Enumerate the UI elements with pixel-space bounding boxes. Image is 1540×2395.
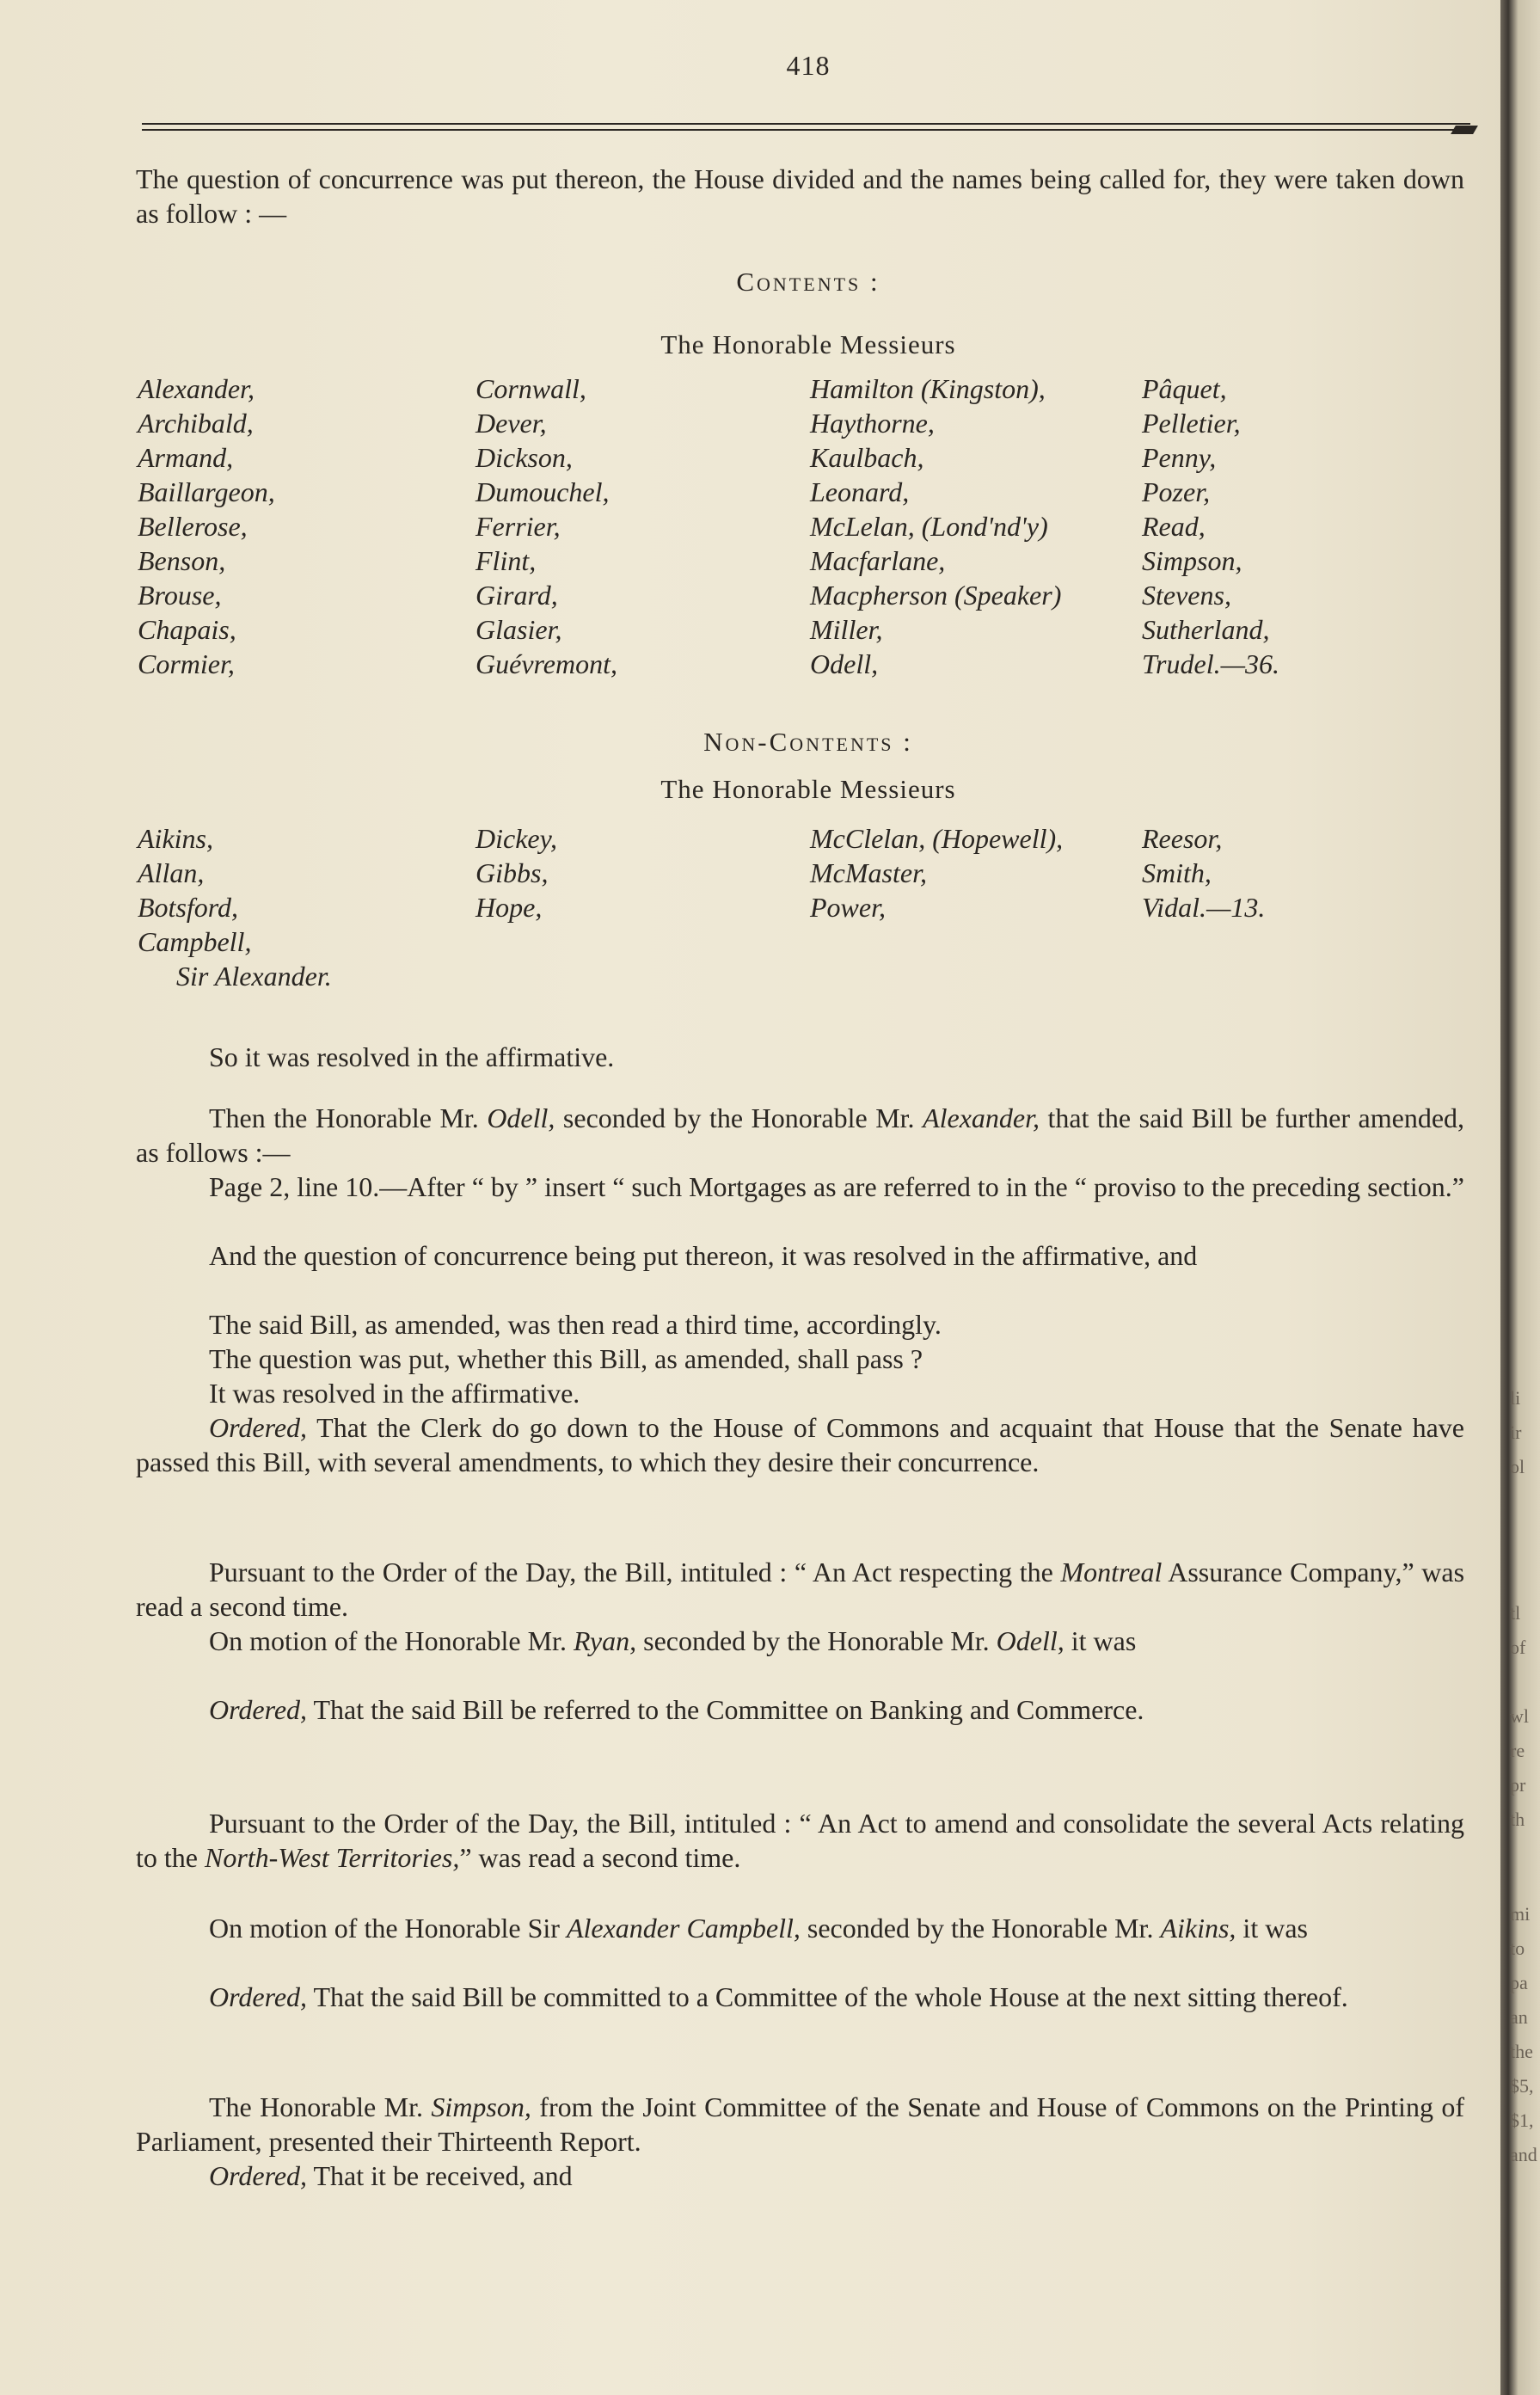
- facing-fragment: $5,: [1510, 2075, 1534, 2097]
- montreal-p1-montreal: Montreal: [1060, 1557, 1163, 1587]
- amend-paragraph-4: The said Bill, as amended, was then read a third time, accordingly.: [209, 1309, 942, 1340]
- printing-p1-simpson: Simpson,: [431, 2091, 531, 2122]
- contents-col3-name-9: Odell,: [810, 648, 879, 679]
- contents-col3-name-6: Macfarlane,: [810, 545, 946, 576]
- contents-col1-name-8: Chapais,: [138, 614, 236, 645]
- northwest-p2-a: On motion of the Honorable Sir: [209, 1913, 560, 1944]
- contents-col4-name-4: Pozer,: [1142, 476, 1211, 507]
- amend-p1-a: Then the Honorable Mr.: [209, 1102, 479, 1133]
- northwest-p1-territories: North-West Territories,: [204, 1842, 460, 1873]
- facing-fragment: wl: [1510, 1705, 1529, 1727]
- amend-p1-e: that the said Bill be further amended, as follows :—: [136, 1102, 1465, 1168]
- northwest-p1-c: ” was read a second time.: [459, 1842, 741, 1873]
- facing-fragment: ir: [1510, 1422, 1522, 1443]
- facing-fragment: of: [1510, 1637, 1526, 1658]
- non-contents-col4-name-1: Reesor,: [1142, 823, 1223, 854]
- northwest-paragraph-3: [136, 1980, 1464, 2014]
- facing-fragment: tl: [1510, 1602, 1521, 1624]
- northwest-p2-c: seconded by the Honorable Mr.: [807, 1913, 1154, 1944]
- montreal-paragraph-3: [136, 1692, 1464, 1727]
- contents-col4-name-6: Simpson,: [1142, 545, 1242, 576]
- facing-fragment: re: [1510, 1740, 1525, 1761]
- amend-p7-ordered: Ordered,: [209, 1412, 308, 1443]
- montreal-p1-a: Pursuant to the Order of the Day, the Bill, intituled : “ An Act respecting the: [209, 1557, 1053, 1587]
- printing-paragraph-2: [136, 2159, 1464, 2193]
- montreal-paragraph-2: [136, 1624, 1464, 1658]
- amend-paragraph-5: The question was put, whether this Bill, as amended, shall pass ?: [209, 1343, 923, 1374]
- non-contents-col1-name-5: Sir Alexander.: [176, 961, 332, 992]
- contents-col2-name-9: Guévremont,: [475, 648, 617, 679]
- non-contents-col4-name-2: Smith,: [1142, 857, 1212, 888]
- amend-paragraph-1: [136, 1101, 1464, 1170]
- contents-col3-name-7: Macpherson (Speaker): [810, 580, 1062, 611]
- northwest-paragraph-1: [136, 1806, 1464, 1875]
- amend-paragraph-3: And the question of concurrence being put thereon, it was resolved in the affirmative, and: [209, 1240, 1198, 1271]
- northwest-p2-e: it was: [1242, 1913, 1308, 1944]
- facing-fragment: ol: [1510, 1456, 1525, 1477]
- contents-col1-name-5: Bellerose,: [138, 511, 248, 542]
- printing-p1-c: from the Joint Committee of the Senate and House of Commons on the Printing of Parliament, presented their Thirteenth Report.: [136, 2091, 1465, 2157]
- non-contents-col3-name-1: McClelan, (Hopewell),: [810, 823, 1064, 854]
- contents-subheading: The Honorable Messieurs: [660, 329, 956, 359]
- facing-fragment: an: [1510, 2006, 1528, 2028]
- contents-col2-name-3: Dickson,: [475, 442, 573, 473]
- contents-col2-name-4: Dumouchel,: [475, 476, 610, 507]
- printing-paragraph-1: [136, 2090, 1464, 2159]
- amend-paragraph-7: [136, 1410, 1464, 1479]
- contents-col3-name-5: McLelan, (Lond'nd'y): [810, 511, 1048, 542]
- contents-col2-name-2: Dever,: [475, 408, 547, 439]
- contents-col4-name-5: Read,: [1142, 511, 1206, 542]
- contents-col3-name-4: Leonard,: [810, 476, 910, 507]
- montreal-p2-odell: Odell,: [996, 1625, 1065, 1656]
- contents-col1-name-7: Brouse,: [138, 580, 222, 611]
- facing-fragment: th: [1510, 1809, 1525, 1830]
- facing-fragment: $1,: [1510, 2109, 1534, 2131]
- contents-col4-name-2: Pelletier,: [1142, 408, 1241, 439]
- amend-p1-c: seconded by the Honorable Mr.: [562, 1102, 915, 1133]
- non-contents-subheading: The Honorable Messieurs: [660, 774, 956, 804]
- contents-col1-name-2: Archibald,: [138, 408, 254, 439]
- facing-fragment: the: [1510, 2041, 1533, 2062]
- montreal-p1-c: Assurance Company,” was read a second time.: [136, 1557, 1465, 1622]
- printing-p2-ordered: Ordered,: [209, 2160, 308, 2191]
- printing-p1-a: The Honorable Mr.: [209, 2091, 423, 2122]
- montreal-p2-a: On motion of the Honorable Mr.: [209, 1625, 567, 1656]
- facing-fragment: and: [1510, 2144, 1537, 2165]
- contents-col3-name-2: Haythorne,: [810, 408, 935, 439]
- northwest-p1-a: Pursuant to the Order of the Day, the Bill, intituled : “ An Act to amend and consolidate the several Acts relating to the: [136, 1808, 1464, 1873]
- contents-col4-name-3: Penny,: [1142, 442, 1217, 473]
- contents-col3-name-3: Kaulbach,: [810, 442, 924, 473]
- montreal-p3-ordered: Ordered,: [209, 1694, 308, 1725]
- non-contents-col2-name-3: Hope,: [475, 892, 543, 923]
- contents-col3-name-1: Hamilton (Kingston),: [810, 373, 1046, 404]
- contents-col2-name-8: Glasier,: [475, 614, 562, 645]
- non-contents-col1-name-4: Campbell,: [138, 926, 252, 957]
- non-contents-col3-name-3: Power,: [810, 892, 886, 923]
- header-rule: [142, 123, 1470, 131]
- amend-p7-b: That the Clerk do go down to the House of Commons and acquaint that House that the Senate have passed this Bill, with several amendments, to which they desire their concurrence.: [136, 1412, 1465, 1477]
- northwest-p2-campbell: Alexander Campbell,: [566, 1913, 801, 1944]
- header-rule-end: [1451, 126, 1478, 134]
- facing-fragment: mi: [1510, 1903, 1531, 1925]
- northwest-p3-b: That the said Bill be committed to a Committee of the whole House at the next sitting thereof.: [313, 1981, 1348, 2012]
- contents-col1-name-9: Cormier,: [138, 648, 235, 679]
- montreal-p2-ryan: Ryan,: [573, 1625, 637, 1656]
- amend-p1-alexander: Alexander,: [923, 1102, 1040, 1133]
- montreal-p3-b: That the said Bill be referred to the Committee on Banking and Commerce.: [313, 1694, 1144, 1725]
- facing-page-fragments: [1510, 1376, 1540, 2236]
- contents-col2-name-1: Cornwall,: [475, 373, 586, 404]
- northwest-p3-ordered: Ordered,: [209, 1981, 308, 2012]
- facing-fragment: to: [1510, 1937, 1525, 1959]
- resolved-paragraph: So it was resolved in the affirmative.: [209, 1041, 615, 1072]
- amend-paragraph-2: Page 2, line 10.—After “ by ” insert “ such Mortgages as are referred to in the “ proviso to the preceding section.”: [209, 1171, 1464, 1202]
- contents-col4-name-8: Sutherland,: [1142, 614, 1270, 645]
- non-contents-col2-name-2: Gibbs,: [475, 857, 549, 888]
- facing-fragment: pa: [1510, 1972, 1528, 1993]
- non-contents-col2-name-1: Dickey,: [475, 823, 558, 854]
- northwest-paragraph-2: [136, 1911, 1464, 1945]
- amend-p1-odell: Odell,: [487, 1102, 555, 1133]
- contents-col1-name-1: Alexander,: [138, 373, 255, 404]
- contents-col2-name-5: Ferrier,: [475, 511, 561, 542]
- non-contents-col4-name-3: Vidal.—13.: [1142, 892, 1266, 923]
- contents-col2-name-7: Girard,: [475, 580, 558, 611]
- montreal-p2-c: seconded by the Honorable Mr.: [643, 1625, 990, 1656]
- amend-paragraph-6: It was resolved in the affirmative.: [209, 1378, 580, 1409]
- printing-p2-b: That it be received, and: [313, 2160, 573, 2191]
- contents-col2-name-6: Flint,: [475, 545, 537, 576]
- division-intro: The question of concurrence was put thereon, the House divided and the names being called for, they were taken down as follow : —: [136, 163, 1464, 229]
- contents-col4-name-7: Stevens,: [1142, 580, 1231, 611]
- contents-col1-name-4: Baillargeon,: [138, 476, 275, 507]
- contents-col1-name-3: Armand,: [138, 442, 234, 473]
- contents-col3-name-8: Miller,: [810, 614, 883, 645]
- non-contents-col1-name-2: Allan,: [138, 857, 205, 888]
- non-contents-col1-name-1: Aikins,: [138, 823, 213, 854]
- northwest-p2-aikins: Aikins,: [1160, 1913, 1236, 1944]
- non-contents-heading: Non-Contents :: [703, 727, 913, 757]
- contents-col4-name-1: Pâquet,: [1142, 373, 1227, 404]
- montreal-p2-e: it was: [1071, 1625, 1137, 1656]
- contents-col1-name-6: Benson,: [138, 545, 226, 576]
- page-number: 418: [786, 50, 831, 81]
- non-contents-col3-name-2: McMaster,: [810, 857, 927, 888]
- contents-col4-name-9: Trudel.—36.: [1142, 648, 1280, 679]
- facing-fragment: li: [1510, 1387, 1521, 1409]
- contents-heading: Contents :: [736, 267, 880, 297]
- facing-fragment: pr: [1510, 1774, 1526, 1796]
- montreal-paragraph-1: [136, 1555, 1464, 1624]
- non-contents-col1-name-3: Botsford,: [138, 892, 239, 923]
